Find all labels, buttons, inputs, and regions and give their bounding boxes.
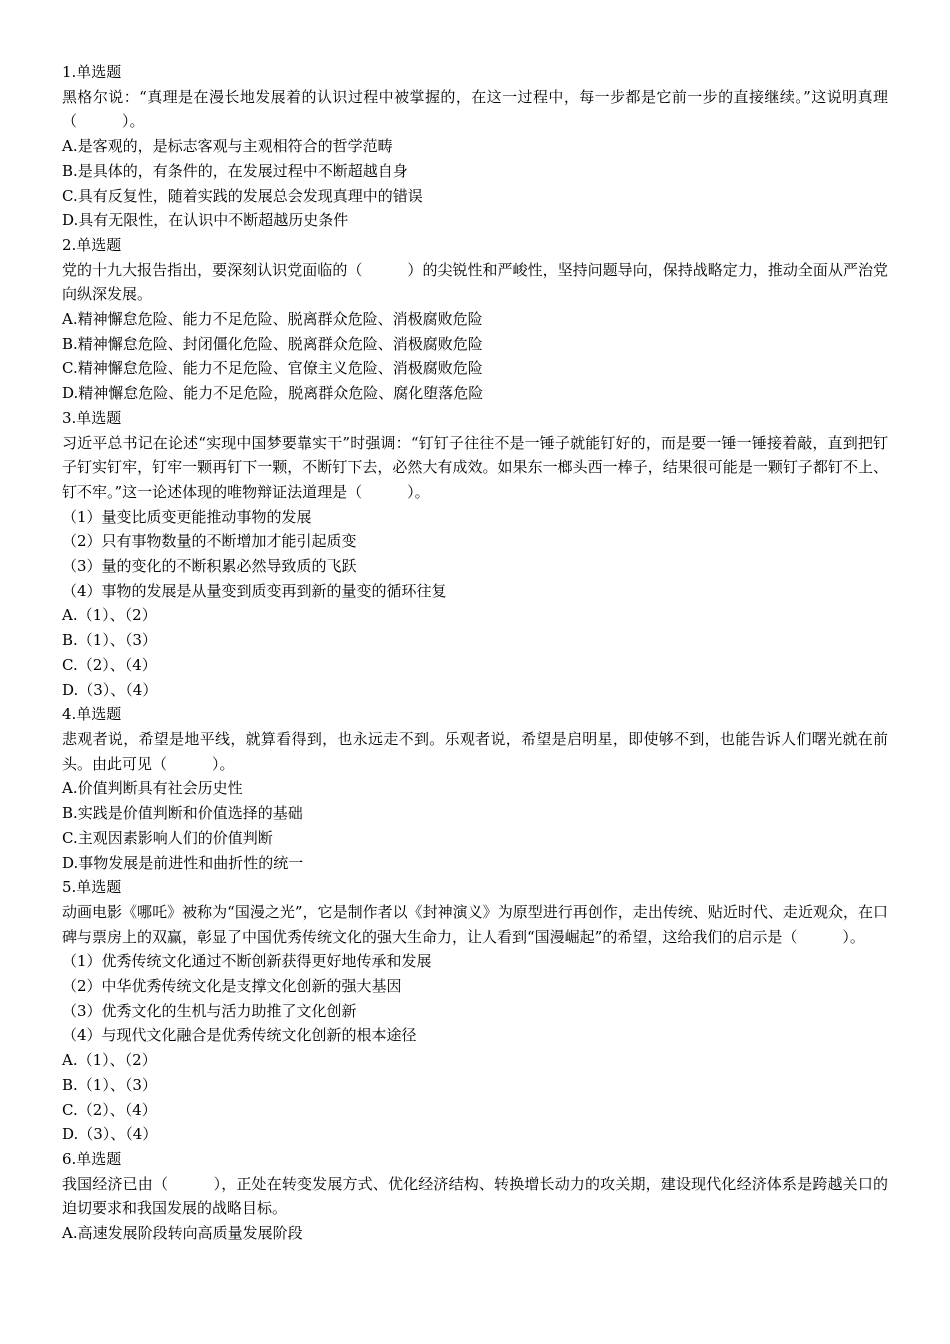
option-a: A.高速发展阶段转向高质量发展阶段	[62, 1224, 303, 1243]
statement-4: （4）与现代文化融合是优秀传统文化创新的根本途径	[62, 1026, 417, 1045]
option-c: C.具有反复性，随着实践的发展总会发现真理中的错误	[62, 186, 423, 205]
question-3	[62, 406, 888, 702]
statement-2: （2）中华优秀传统文化是支撑文化创新的强大基因	[62, 977, 402, 996]
option-d: D.事物发展是前进性和曲折性的统一	[62, 853, 304, 872]
option-b: B.精神懈怠危险、封闭僵化危险、脱离群众危险、消极腐败危险	[62, 334, 483, 353]
option-c: C.精神懈怠危险、能力不足危险、官僚主义危险、消极腐败危险	[62, 359, 483, 378]
question-stem: 我国经济已由（ ），正处在转变发展方式、优化经济结构、转换增长动力的攻关期，建设现代化经济体系是跨越关口的迫切要求和我国发展的战略目标。	[62, 1174, 888, 1218]
question-stem: 动画电影《哪吒》被称为“国漫之光”，它是制作者以《封神演义》为原型进行再创作，走出传统、贴近时代、走近观众，在口碑与票房上的双赢，彰显了中国优秀传统文化的强大生命力，让人看到“国漫崛起”的希望，这给我们的启示是（ ）。	[62, 902, 888, 946]
question-stem: 习近平总书记在论述“实现中国梦要靠实干”时强调：“钉钉子往往不是一锤子就能钉好的，而是要一锤一锤接着敲，直到把钉子钉实钉牢，钉牢一颗再钉下一颗，不断钉下去，必然大有成效。如果东一榔头西一棒子，结果很可能是一颗钉子都钉不上、钉不牢。”这一论述体现的唯物辩证法道理是（ ）。	[62, 433, 888, 501]
option-b: B.（1）、（3）	[62, 631, 157, 650]
question-2	[62, 233, 888, 406]
statement-3: （3）量的变化的不断积累必然导致质的飞跃	[62, 557, 357, 576]
option-d: D.（3）、（4）	[62, 680, 158, 699]
option-a: A.价值判断具有社会历史性	[62, 779, 243, 798]
statement-1: （1）量变比质变更能推动事物的发展	[62, 507, 312, 526]
statement-2: （2）只有事物数量的不断增加才能引起质变	[62, 532, 357, 551]
question-header: 1.单选题	[62, 63, 122, 81]
question-header: 3.单选题	[62, 408, 122, 427]
option-c: C.主观因素影响人们的价值判断	[62, 828, 273, 847]
option-b: B.实践是价值判断和价值选择的基础	[62, 804, 303, 823]
question-header: 5.单选题	[62, 878, 122, 897]
question-1	[62, 60, 888, 233]
statement-1: （1）优秀传统文化通过不断创新获得更好地传承和发展	[62, 952, 432, 971]
option-d: D.精神懈怠危险、能力不足危险，脱离群众危险、腐化堕落危险	[62, 384, 484, 403]
question-stem: 黑格尔说：“真理是在漫长地发展着的认识过程中被掌握的，在这一过程中，每一步都是它前一步的直接继续。”这说明真理（ ）。	[62, 87, 888, 131]
option-a: A.是客观的，是标志客观与主观相符合的哲学范畴	[62, 137, 393, 156]
option-a: A.（1）、（2）	[62, 606, 157, 625]
question-5	[62, 875, 888, 1147]
option-b: B.是具体的，有条件的，在发展过程中不断超越自身	[62, 161, 408, 180]
question-header: 4.单选题	[62, 705, 122, 724]
question-4	[62, 702, 888, 875]
option-c: C.（2）、（4）	[62, 1100, 157, 1119]
option-c: C.（2）、（4）	[62, 655, 157, 674]
question-stem: 悲观者说，希望是地平线，就算看得到，也永远走不到。乐观者说，希望是启明星，即使够不到，也能告诉人们曙光就在前头。由此可见（ ）。	[62, 729, 888, 773]
option-a: A.精神懈怠危险、能力不足危险、脱离群众危险、消极腐败危险	[62, 310, 483, 329]
question-document	[62, 60, 888, 1246]
option-d: D.具有无限性，在认识中不断超越历史条件	[62, 211, 349, 230]
statement-4: （4）事物的发展是从量变到质变再到新的量变的循环往复	[62, 581, 447, 600]
option-d: D.（3）、（4）	[62, 1125, 158, 1144]
question-header: 2.单选题	[62, 235, 122, 254]
question-stem: 党的十九大报告指出，要深刻认识党面临的（ ）的尖锐性和严峻性，坚持问题导向，保持战略定力，推动全面从严治党向纵深发展。	[62, 260, 888, 304]
question-6	[62, 1147, 888, 1246]
option-a: A.（1）、（2）	[62, 1051, 157, 1070]
statement-3: （3）优秀文化的生机与活力助推了文化创新	[62, 1001, 357, 1020]
question-header: 6.单选题	[62, 1149, 122, 1168]
option-b: B.（1）、（3）	[62, 1075, 157, 1094]
